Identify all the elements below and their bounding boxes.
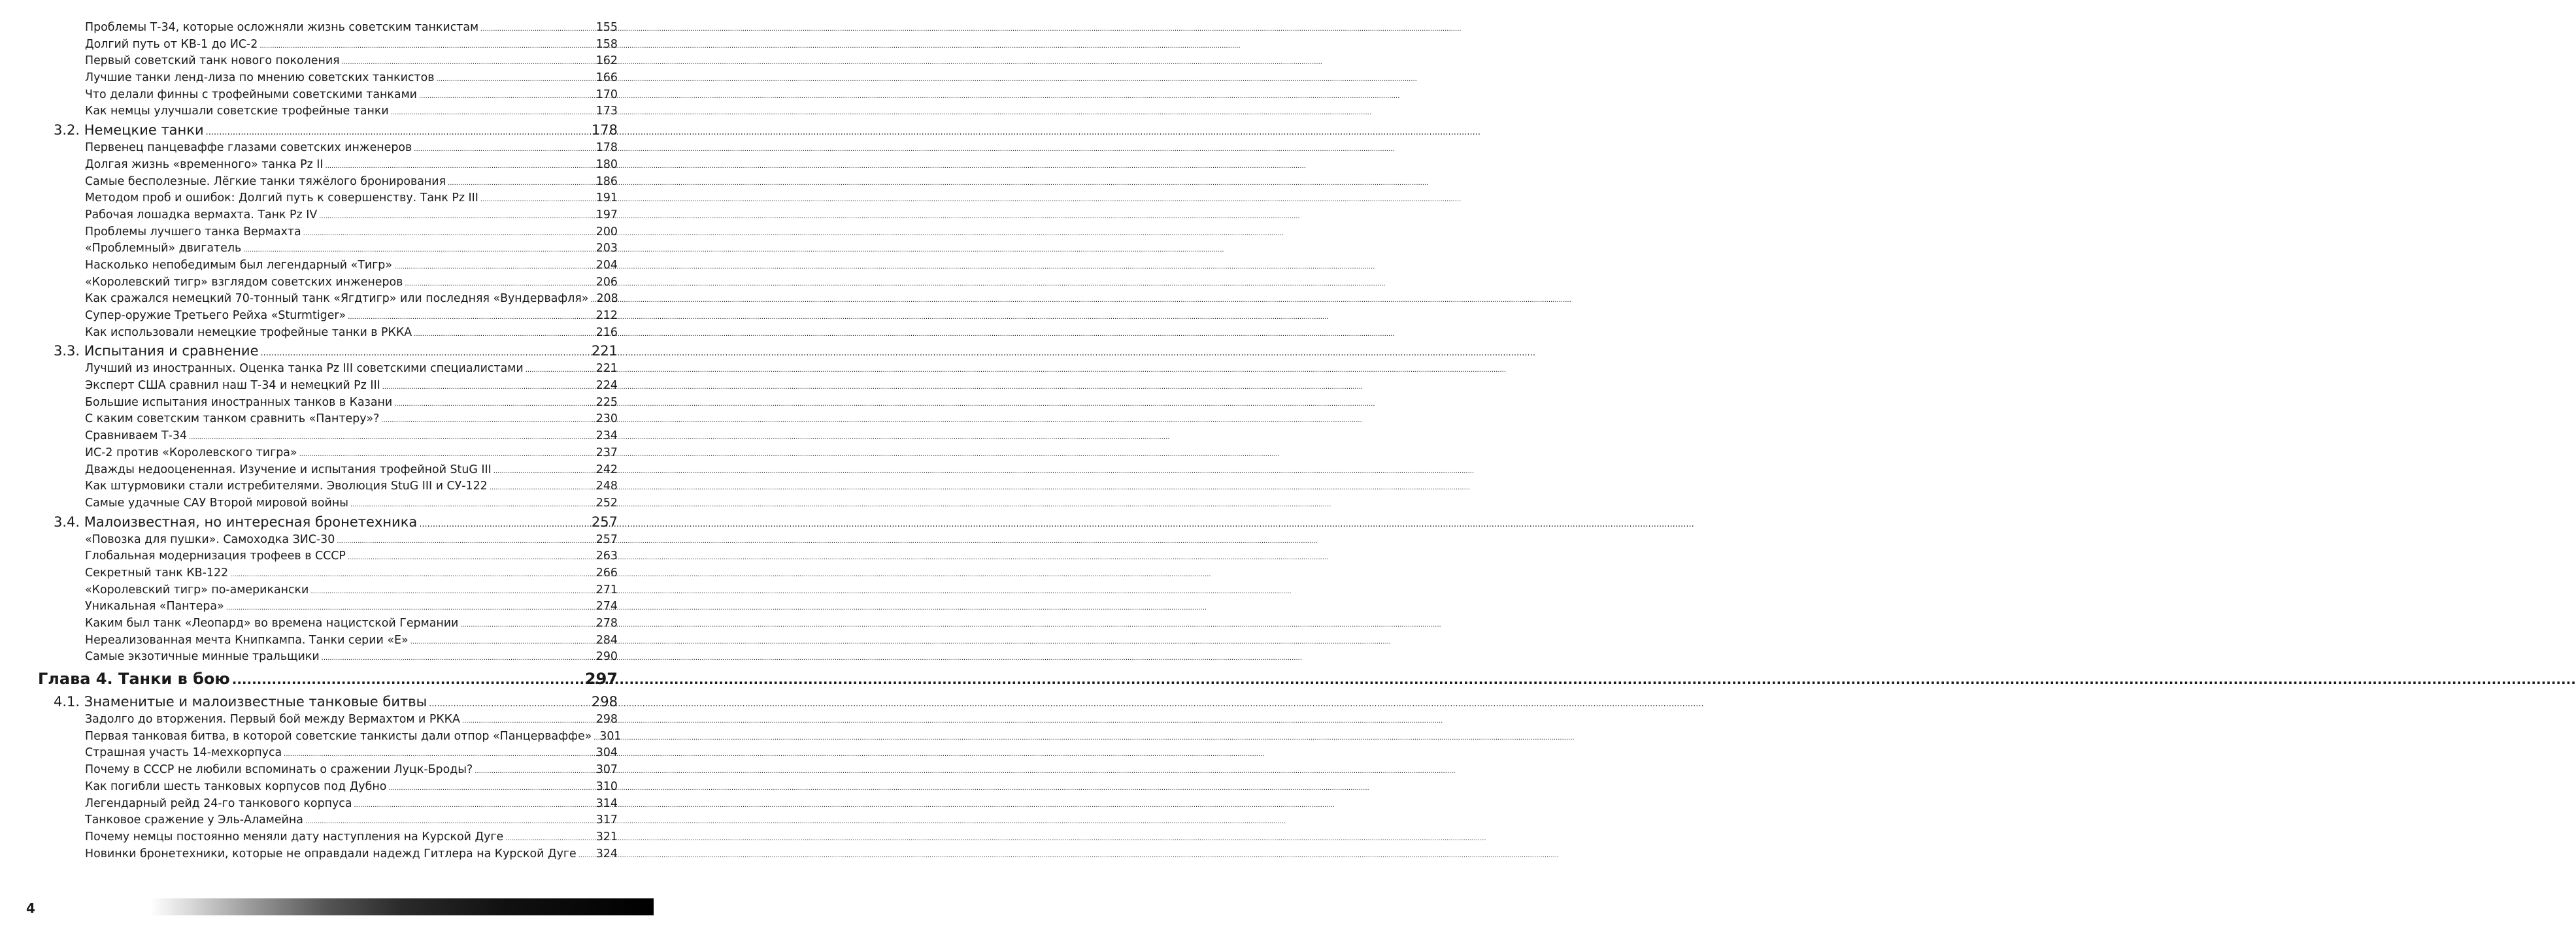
toc-entry <box>85 140 618 157</box>
leader-dots <box>381 412 594 429</box>
toc-entry <box>85 615 618 632</box>
toc-entry-title: Самые экзотичные минные тральщики <box>85 650 320 664</box>
toc-entry <box>85 240 618 257</box>
toc-entry <box>85 495 618 512</box>
toc-entry-title: ИС-2 против «Королевского тигра» <box>85 446 297 459</box>
toc-entry-page: 230 <box>595 412 618 426</box>
toc-entry-page: 304 <box>595 746 618 760</box>
toc-entry-title: Долгая жизнь «временного» танка Pz II <box>85 157 324 171</box>
table-of-contents <box>0 20 654 862</box>
toc-entry-title: Первая танковая битва, в которой советские танкисты дали отпор «Панцерваффе» <box>85 729 592 743</box>
toc-entry-title: Дважды недооцененная. Изучение и испытания трофейной StuG III <box>85 463 492 476</box>
toc-entry-page: 225 <box>595 395 618 409</box>
toc-entry-title: Как погибли шесть танковых корпусов под Дубно <box>85 779 387 793</box>
toc-entry-page: 162 <box>595 54 618 68</box>
toc-entry <box>85 207 618 224</box>
toc-entry-page: 178 <box>591 122 618 139</box>
leader-dots <box>460 617 594 634</box>
leader-dots <box>405 276 594 293</box>
toc-entry-title: Насколько непобедимым был легендарный «Тигр» <box>85 258 392 272</box>
toc-entry <box>85 378 618 395</box>
toc-entry-page: 321 <box>595 830 618 844</box>
leader-dots <box>342 54 594 71</box>
toc-entry-title: Самые бесполезные. Лёгкие танки тяжёлого бронирования <box>85 174 446 188</box>
leader-dots <box>414 141 594 158</box>
leader-dots <box>310 583 594 600</box>
toc-entry <box>85 565 618 582</box>
toc-entry-title: Эксперт США сравнил наш Т-34 и немецкий Pz III <box>85 379 380 393</box>
toc-entry <box>85 37 618 54</box>
leader-dots <box>394 259 594 276</box>
toc-entry <box>85 729 622 745</box>
leader-dots <box>299 446 594 463</box>
leader-dots <box>505 830 594 847</box>
leader-dots <box>226 600 594 617</box>
toc-entry-page: 173 <box>595 105 618 118</box>
leader-dots <box>303 225 594 242</box>
toc-entry-title: Легендарный рейд 24-го танкового корпуса <box>85 796 352 810</box>
toc-entry-title: 3.4. Малоизвестная, но интересная бронетехника <box>54 514 418 530</box>
leader-dots <box>337 533 594 550</box>
toc-entry <box>85 53 618 70</box>
toc-entry-page: 248 <box>595 480 618 493</box>
toc-entry <box>85 395 618 412</box>
leader-dots <box>326 158 594 175</box>
toc-entry <box>85 632 618 649</box>
leader-dots <box>230 566 594 583</box>
toc-section <box>54 692 618 712</box>
leader-dots <box>348 549 594 566</box>
leader-dots <box>590 292 594 309</box>
toc-entry-page: 257 <box>591 514 618 530</box>
toc-entry-title: Проблемы Т-34, которые осложняли жизнь советским танкистам <box>85 21 479 34</box>
leader-dots <box>322 650 594 667</box>
leader-dots <box>348 309 594 326</box>
toc-entry-title: 3.3. Испытания и сравнение <box>54 343 259 359</box>
toc-entry <box>85 274 618 291</box>
toc-entry-page: 271 <box>595 583 618 597</box>
toc-entry <box>85 548 618 565</box>
toc-entry-page: 278 <box>595 617 618 630</box>
toc-entry-title: «Королевский тигр» взглядом советских инженеров <box>85 275 403 289</box>
toc-entry <box>85 762 618 779</box>
toc-entry-page: 314 <box>595 796 618 810</box>
toc-entry-title: Новинки бронетехники, которые не оправдали надежд Гитлера на Курской Дуге <box>85 847 577 860</box>
toc-entry <box>85 308 618 325</box>
toc-entry-page: 191 <box>595 191 618 205</box>
toc-entry-page: 257 <box>595 532 618 546</box>
toc-entry <box>85 174 618 191</box>
toc-entry <box>85 812 618 829</box>
toc-entry-title: Уникальная «Пантера» <box>85 600 224 614</box>
toc-entry-page: 307 <box>595 763 618 777</box>
toc-entry-title: Нереализованная мечта Книпкампа. Танки серии «Е» <box>85 633 409 647</box>
toc-entry <box>85 87 618 104</box>
toc-entry-page: 301 <box>599 729 622 743</box>
leader-dots <box>350 497 594 514</box>
toc-entry-title: «Проблемный» двигатель <box>85 242 242 255</box>
toc-entry-page: 297 <box>584 670 618 689</box>
toc-entry-title: Проблемы лучшего танка Вермахта <box>85 225 301 238</box>
toc-section <box>54 120 618 140</box>
toc-entry-title: Танковое сражение у Эль-Аламейна <box>85 813 303 827</box>
leader-dots <box>419 515 590 534</box>
leader-dots <box>243 242 594 259</box>
toc-entry <box>85 649 618 666</box>
toc-entry <box>85 445 618 462</box>
leader-dots <box>448 175 594 192</box>
leader-dots <box>526 362 594 379</box>
toc-entry-title: Как сражался немецкий 70-тонный танк «Ягдтигр» или последняя «Вундервафля» <box>85 292 589 306</box>
toc-entry-title: Глобальная модернизация трофеев в СССР <box>85 549 346 563</box>
toc-entry-title: Первый советский танк нового поколения <box>85 54 340 68</box>
toc-entry-title: 4.1. Знаменитые и малоизвестные танковые битвы <box>54 694 427 710</box>
leader-dots <box>232 666 583 693</box>
toc-entry <box>85 257 618 274</box>
leader-dots <box>594 730 597 747</box>
toc-entry-title: Самые удачные САУ Второй мировой войны <box>85 496 348 510</box>
toc-entry-page: 324 <box>595 847 618 860</box>
leader-dots <box>189 429 594 446</box>
leader-dots <box>382 379 594 396</box>
footer-decorative-bar <box>150 898 654 915</box>
toc-entry-title: Почему в СССР не любили вспоминать о сражении Луцк-Броды? <box>85 763 473 777</box>
toc-entry <box>85 325 618 342</box>
toc-entry-page: 310 <box>595 779 618 793</box>
toc-entry-page: 197 <box>595 208 618 221</box>
toc-entry <box>85 796 618 813</box>
toc-entry <box>85 70 618 87</box>
toc-entry-page: 155 <box>595 21 618 34</box>
leader-dots <box>388 780 594 797</box>
toc-entry-title: Супер-оружие Третьего Рейха «Sturmtiger» <box>85 309 346 322</box>
toc-entry <box>85 20 618 37</box>
toc-entry <box>85 291 618 308</box>
toc-entry-title: Сравниваем Т-34 <box>85 429 188 443</box>
leader-dots <box>493 463 594 480</box>
toc-entry-title: Почему немцы постоянно меняли дату наступления на Курской Дуге <box>85 830 504 844</box>
toc-entry-page: 158 <box>595 37 618 51</box>
toc-entry-title: Лучшие танки ленд-лиза по мнению советских танкистов <box>85 71 435 85</box>
toc-entry <box>85 361 618 378</box>
toc-section <box>54 512 618 532</box>
toc-entry-page: 234 <box>595 429 618 443</box>
leader-dots <box>414 326 594 343</box>
leader-dots <box>410 634 594 651</box>
toc-section <box>54 341 618 361</box>
toc-entry <box>85 532 618 549</box>
toc-entry-title: Долгий путь от КВ-1 до ИС-2 <box>85 37 258 51</box>
toc-entry-page: 170 <box>595 88 618 101</box>
leader-dots <box>319 208 594 225</box>
leader-dots <box>475 763 594 780</box>
toc-entry <box>85 598 618 615</box>
toc-entry <box>85 712 618 729</box>
toc-entry <box>85 582 618 599</box>
toc-entry-page: 266 <box>595 566 618 580</box>
toc-entry-title: Каким был танк «Леопард» во времена нацистской Германии <box>85 617 459 630</box>
toc-entry-page: 252 <box>595 496 618 510</box>
leader-dots <box>305 813 594 830</box>
toc-entry-page: 206 <box>595 275 618 289</box>
toc-entry-page: 298 <box>595 713 618 727</box>
toc-entry-page: 237 <box>595 446 618 459</box>
toc-entry-title: 3.2. Немецкие танки <box>54 122 204 139</box>
toc-entry-page: 208 <box>596 292 618 306</box>
leader-dots <box>284 746 594 763</box>
toc-entry-page: 274 <box>595 600 618 614</box>
leader-dots <box>480 191 594 208</box>
toc-entry <box>85 846 618 863</box>
toc-entry <box>85 478 618 495</box>
toc-entry-page: 298 <box>591 694 618 710</box>
toc-entry <box>85 190 618 207</box>
toc-entry-page: 263 <box>595 549 618 563</box>
leader-dots <box>462 713 594 730</box>
toc-entry-title: Глава 4. Танки в бою <box>38 670 230 689</box>
toc-entry <box>85 745 618 762</box>
leader-dots <box>490 480 594 497</box>
leader-dots <box>437 71 594 88</box>
toc-entry-title: С каким советским танком сравнить «Пантеру»? <box>85 412 380 426</box>
toc-entry-title: Задолго до вторжения. Первый бой между Вермахтом и РККА <box>85 713 460 727</box>
toc-entry-page: 203 <box>595 242 618 255</box>
toc-entry-title: «Королевский тигр» по-американски <box>85 583 309 597</box>
leader-dots <box>259 38 594 55</box>
toc-entry-title: Как использовали немецкие трофейные танки в РККА <box>85 325 412 339</box>
toc-entry <box>85 462 618 479</box>
leader-dots <box>480 21 594 38</box>
toc-entry <box>85 224 618 241</box>
toc-entry-page: 166 <box>595 71 618 85</box>
leader-dots <box>391 105 594 122</box>
toc-entry-title: Страшная участь 14-мехкорпуса <box>85 746 282 760</box>
toc-entry-title: Что делали финны с трофейными советскими танками <box>85 88 417 101</box>
toc-entry-page: 221 <box>595 362 618 376</box>
leader-dots <box>394 396 594 413</box>
toc-entry-title: Методом проб и ошибок: Долгий путь к совершенству. Танк Pz III <box>85 191 478 205</box>
toc-entry-page: 186 <box>595 174 618 188</box>
toc-entry <box>85 411 618 428</box>
toc-entry-page: 242 <box>595 463 618 476</box>
toc-entry <box>85 829 618 846</box>
toc-entry-page: 317 <box>595 813 618 827</box>
toc-entry-title: Секретный танк КВ-122 <box>85 566 229 580</box>
toc-entry <box>85 157 618 174</box>
toc-entry-page: 200 <box>595 225 618 238</box>
toc-entry-title: «Повозка для пушки». Самоходка ЗИС-30 <box>85 532 335 546</box>
page-number: 4 <box>26 900 35 916</box>
toc-entry-page: 290 <box>595 650 618 664</box>
toc-entry-title: Первенец панцеваффе глазами советских инженеров <box>85 141 412 155</box>
toc-entry-title: Большие испытания иностранных танков в Казани <box>85 395 393 409</box>
toc-entry-title: Как немцы улучшали советские трофейные танки <box>85 105 389 118</box>
toc-entry <box>85 428 618 445</box>
toc-entry-page: 204 <box>595 258 618 272</box>
toc-entry-page: 284 <box>595 633 618 647</box>
leader-dots <box>578 847 594 864</box>
toc-entry-title: Рабочая лошадка вермахта. Танк Pz IV <box>85 208 318 221</box>
toc-entry-page: 221 <box>591 343 618 359</box>
leader-dots <box>354 797 594 814</box>
toc-entry-page: 178 <box>595 141 618 155</box>
toc-entry-page: 212 <box>595 309 618 322</box>
toc-entry-page: 224 <box>595 379 618 393</box>
toc-entry-page: 180 <box>595 157 618 171</box>
toc-entry <box>85 103 618 120</box>
toc-entry <box>85 779 618 796</box>
toc-entry-page: 216 <box>595 325 618 339</box>
leader-dots <box>419 88 594 105</box>
toc-entry-title: Лучший из иностранных. Оценка танка Pz III советскими специалистами <box>85 362 524 376</box>
toc-chapter <box>38 666 618 692</box>
toc-entry-title: Как штурмовики стали истребителями. Эволюция StuG III и СУ-122 <box>85 480 488 493</box>
